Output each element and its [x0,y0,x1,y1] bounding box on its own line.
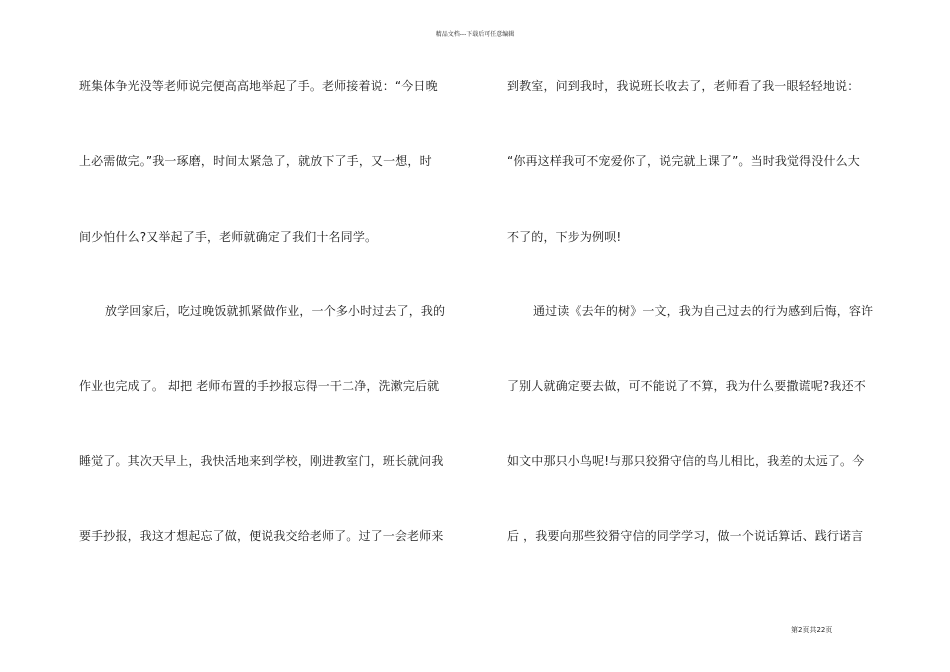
paragraph-first-line: 通过读《去年的树》一文，我为自己过去的行为感到后悔，容许 [533,304,874,318]
text-line: 睡觉了。其次天早上，我快活地来到学校，刚进教室门，班长就问我 [79,454,444,468]
text-line: 班集体争光没等老师说完便高高地举起了手。老师接着说：“今日晚 [79,79,438,93]
page-number-footer: 第2页共22页 [791,626,833,634]
page-header: 精品文档---下载后可任意编辑 [435,31,515,38]
text-line: 不了的，下步为例呗! [507,230,622,244]
text-line: 作业也完成了。 却把 老师布置的手抄报忘得一干二净，洗漱完后就 [79,379,440,393]
paragraph-first-line: 放学回家后，吃过晚饭就抓紧做作业，一个多小时过去了，我的 [105,304,446,318]
text-line: 后 ，我要向那些狡猾守信的同学学习，做一个说话算话、践行诺言 [507,529,864,543]
text-line: 了别人就确定要去做，可不能说了不算，我为什么要撒谎呢?我还不 [507,379,866,393]
text-line: 要手抄报，我这才想起忘了做，便说我交给老师了。过了一会老师来 [79,529,444,543]
text-line: “你再这样我可不宠爱你了，说完就上课了”。当时我觉得没什么大 [507,154,860,168]
text-line: 到教室，问到我时，我说班长收去了，老师看了我一眼轻轻地说： [507,79,860,93]
text-line: 上必需做完。”我一琢磨，时间太紧急了，就放下了手，又一想，时 [79,154,432,168]
text-line: 间少怕什么?又举起了手，老师就确定了我们十名同学。 [79,230,378,244]
text-line: 如文中那只小鸟呢!与那只狡猾守信的鸟儿相比，我差的太远了。今 [507,454,865,468]
